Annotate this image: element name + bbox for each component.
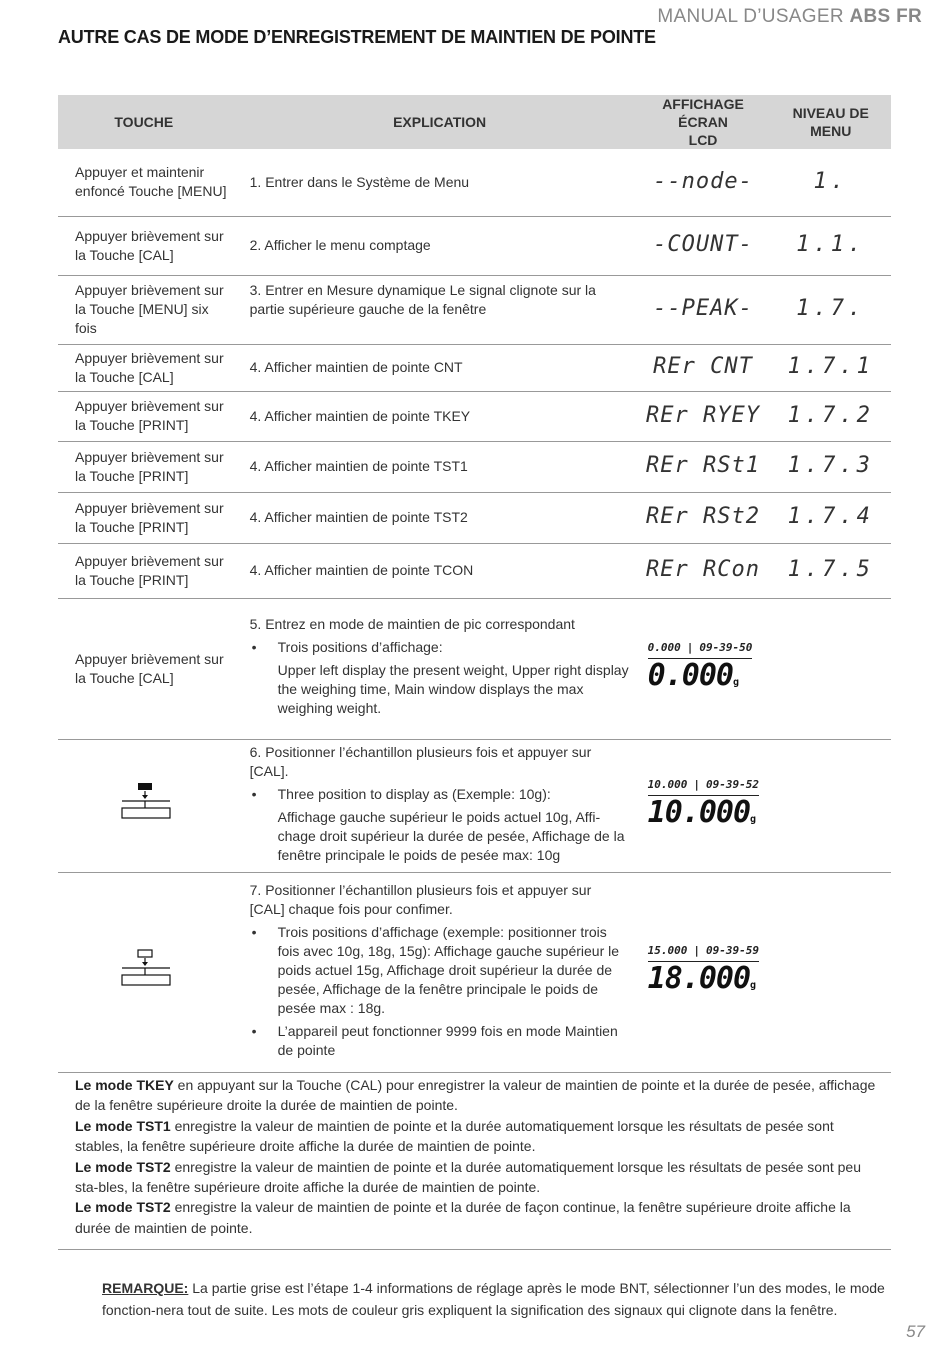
procedure-table bbox=[58, 95, 891, 1073]
table-row bbox=[58, 598, 891, 739]
row-key bbox=[58, 872, 234, 1072]
note-item bbox=[75, 1197, 885, 1238]
table-row bbox=[58, 391, 891, 441]
row-key: Appuyer brièvement sur la Touche [PRINT] bbox=[58, 391, 234, 441]
running-header bbox=[657, 6, 922, 28]
row-lcd bbox=[636, 441, 771, 492]
row-lcd bbox=[636, 872, 891, 1072]
row-lcd bbox=[636, 275, 771, 344]
display-main-value: 18.000 bbox=[647, 961, 751, 996]
row-explanation: 1. Entrer dans le Système de Menu bbox=[234, 149, 636, 216]
lcd-text: -COUNT- bbox=[653, 232, 753, 257]
row-explanation: 4. Afficher maintien de pointe TCON bbox=[234, 543, 636, 598]
col-lcd-header-line2: LCD bbox=[688, 132, 718, 148]
note-text: enregistre la valeur de maintien de pointe et la durée automatiquement lorsque les résultats de pesée sont stables, la fenêtre supérieure droite affiche la durée de maintien de pointe. bbox=[75, 1117, 834, 1155]
step-intro: 6. Positionner l’échantillon plusieurs fois et appuyer sur [CAL]. bbox=[249, 743, 592, 779]
lcd-text-gray: RSt1 bbox=[703, 453, 761, 478]
display-top-line: 15.000 | 09-39-59 bbox=[648, 941, 759, 962]
display-unit: g bbox=[750, 980, 756, 991]
row-explanation: 4. Afficher maintien de pointe TKEY bbox=[234, 391, 636, 441]
display-upper-right: 09-39-50 bbox=[699, 640, 753, 654]
row-key: Appuyer brièvement sur la Touche [PRINT] bbox=[58, 492, 234, 543]
bullet-list bbox=[250, 785, 630, 865]
remark-label: REMARQUE: bbox=[102, 1280, 189, 1296]
list-item bbox=[250, 785, 630, 865]
bullet-subtext: Affichage gauche supérieur le poids actuel 10g, Affi-chage droit supérieur la durée de pesée, Affichage de la fenêtre principale le poids de pesée max: 10g bbox=[277, 808, 625, 863]
menu-level: 1.7.2 bbox=[787, 402, 874, 428]
display-main-value: 0.000 bbox=[647, 657, 733, 693]
row-level bbox=[770, 216, 891, 275]
col-level-header-line2: MENU bbox=[810, 123, 852, 139]
lcd-text-gray: RYEY bbox=[703, 402, 761, 428]
bullet-text: Trois positions d’affichage: bbox=[277, 639, 443, 655]
bullet-text: Three position to display as (Exemple: 10g): bbox=[277, 785, 551, 802]
lcd-text: REr bbox=[653, 354, 711, 379]
menu-level: 1.7.5 bbox=[787, 557, 874, 582]
display-main-value: 10.000 bbox=[647, 794, 751, 830]
note-text: enregistre la valeur de maintien de pointe et la durée automatiquement lorsque les résultats de pesée sont peu sta-bles, la fenêtre supérieure droite affiche la durée de maintien de pointe. bbox=[75, 1158, 862, 1196]
bullet-subtext: Upper left display the present weight, Upper right display the weighing time, Main window displays the max weighing weight. bbox=[277, 662, 629, 716]
scale-display bbox=[648, 941, 759, 1003]
table-row bbox=[58, 441, 891, 492]
row-explanation: 3. Entrer en Mesure dynamique Le signal clignote sur la partie supérieure gauche de la fenêtre bbox=[234, 275, 636, 344]
display-main bbox=[648, 659, 753, 700]
divider bbox=[58, 1249, 891, 1250]
table-row bbox=[58, 739, 891, 872]
step-intro: 5. Entrez en mode de maintien de pic correspondant bbox=[249, 616, 575, 632]
table-row bbox=[58, 275, 891, 344]
table-row bbox=[58, 149, 891, 216]
row-explanation: 2. Afficher le menu comptage bbox=[234, 216, 636, 275]
lcd-text: --PEAK- bbox=[653, 296, 753, 321]
row-key bbox=[58, 739, 234, 872]
lcd-text: REr bbox=[646, 504, 704, 529]
note-mode: Le mode TST2 bbox=[75, 1158, 171, 1175]
display-upper-left: 10.000 bbox=[647, 777, 688, 791]
row-lcd bbox=[636, 391, 771, 441]
table-row bbox=[58, 872, 891, 1072]
remark-text: La partie grise est l’étape 1-4 informations de réglage après le mode BNT, sélectionner l’un des modes, le mode fonction-nera tout de suite. Les mots de couleur gris expliquent la signification des signaux qui clignote dans la fenêtre. bbox=[102, 1280, 885, 1318]
row-explanation bbox=[234, 739, 636, 872]
col-lcd-header-line1: AFFICHAGE ÉCRAN bbox=[662, 96, 744, 130]
col-lcd-header bbox=[636, 95, 771, 149]
bullet-list bbox=[250, 638, 630, 718]
row-lcd bbox=[636, 492, 771, 543]
display-upper-left: 15.000 bbox=[647, 944, 688, 957]
display-top-line: 0.000 | 09-39-50 bbox=[648, 638, 753, 659]
lcd-text-gray: CNT bbox=[710, 354, 753, 379]
row-lcd bbox=[636, 543, 771, 598]
row-lcd bbox=[636, 216, 771, 275]
table-row bbox=[58, 492, 891, 543]
row-explanation: 4. Afficher maintien de pointe TST1 bbox=[234, 441, 636, 492]
lcd-text: REr bbox=[646, 557, 704, 582]
row-lcd bbox=[636, 598, 891, 739]
row-level bbox=[770, 492, 891, 543]
display-upper-right: 09-39-52 bbox=[706, 777, 759, 791]
menu-level: 1.1. bbox=[796, 232, 866, 257]
sample-on-pan-icon bbox=[120, 782, 172, 824]
row-key: Appuyer brièvement sur la Touche [PRINT] bbox=[58, 441, 234, 492]
list-item bbox=[250, 638, 630, 718]
row-level bbox=[770, 441, 891, 492]
lcd-text-gray: RCon bbox=[703, 557, 761, 582]
display-top-line: 10.000 | 09-39-52 bbox=[648, 775, 759, 796]
row-explanation bbox=[234, 872, 636, 1072]
note-item bbox=[75, 1075, 885, 1116]
row-level bbox=[770, 391, 891, 441]
scale-display bbox=[648, 638, 753, 700]
note-item bbox=[75, 1116, 885, 1157]
display-unit: g bbox=[732, 676, 738, 688]
brand-label: ABS bbox=[849, 6, 891, 27]
table-row bbox=[58, 216, 891, 275]
row-key: Appuyer et maintenir enfoncé Touche [MENU] bbox=[58, 149, 234, 216]
page-number: 57 bbox=[906, 1322, 925, 1341]
display-unit: g bbox=[750, 813, 756, 825]
table-row bbox=[58, 344, 891, 391]
row-level bbox=[770, 149, 891, 216]
menu-level: 1.7.3 bbox=[787, 453, 874, 478]
lcd-text: REr bbox=[646, 402, 704, 428]
row-lcd bbox=[636, 739, 891, 872]
table-header-row bbox=[58, 95, 891, 149]
bullet-list bbox=[250, 923, 630, 1060]
lcd-text: --node- bbox=[653, 168, 753, 194]
row-explanation: 4. Afficher maintien de pointe TST2 bbox=[234, 492, 636, 543]
row-explanation bbox=[234, 598, 636, 739]
menu-level: 1.7.1 bbox=[787, 354, 874, 379]
note-item bbox=[75, 1157, 885, 1198]
col-key-header: TOUCHE bbox=[58, 95, 234, 149]
page-title: AUTRE CAS DE MODE D’ENREGISTREMENT DE MAINTIEN DE POINTE bbox=[58, 27, 656, 47]
menu-level: 1.7. bbox=[796, 296, 866, 321]
row-level bbox=[770, 543, 891, 598]
mode-notes bbox=[75, 1075, 885, 1238]
note-mode: Le mode TST2 bbox=[75, 1199, 171, 1216]
display-main bbox=[648, 962, 759, 1003]
row-key: Appuyer brièvement sur la Touche [CAL] bbox=[58, 598, 234, 739]
list-item: • L’appareil peut fonctionner 9999 fois en mode Maintien de pointe bbox=[250, 1022, 630, 1060]
sample-on-pan-icon bbox=[120, 949, 172, 991]
scale-display bbox=[648, 775, 759, 837]
lcd-text-gray: RSt2 bbox=[703, 504, 761, 529]
row-key: Appuyer brièvement sur la Touche [PRINT] bbox=[58, 543, 234, 598]
note-mode: Le mode TKEY bbox=[75, 1077, 174, 1093]
row-key: Appuyer brièvement sur la Touche [CAL] bbox=[58, 216, 234, 275]
note-mode: Le mode TST1 bbox=[75, 1117, 171, 1134]
row-key: Appuyer brièvement sur la Touche [MENU] six fois bbox=[58, 275, 234, 344]
manual-label: MANUAL D’USAGER bbox=[657, 6, 844, 27]
note-text: enregistre la valeur de maintien de pointe et la durée de façon continue, la fenêtre supérieure droite affiche la durée de maintien de pointe. bbox=[75, 1199, 851, 1236]
col-level-header-line1: NIVEAU DE bbox=[792, 105, 869, 121]
display-main bbox=[648, 796, 759, 837]
row-explanation: 4. Afficher maintien de pointe CNT bbox=[234, 344, 636, 391]
lcd-text: REr bbox=[646, 453, 704, 478]
col-level-header bbox=[770, 95, 891, 149]
row-level bbox=[770, 275, 891, 344]
lang-label: FR bbox=[896, 6, 922, 27]
menu-level: 1. bbox=[813, 168, 848, 194]
table-row bbox=[58, 543, 891, 598]
step-intro: 7. Positionner l’échantillon plusieurs fois et appuyer sur [CAL] chaque fois pour confimer. bbox=[249, 881, 592, 917]
list-item: • Trois positions d’affichage (exemple: positionner trois fois avec 10g, 18g, 15g): Affichage gauche supérieur le poids actuel 15g, Affichage droit supérieur la durée de pesée, Affichage de la fenêtre principale le poids de pesée max : 18g. bbox=[250, 923, 630, 1018]
display-upper-left: 0.000 bbox=[647, 640, 681, 654]
note-text: en appuyant sur la Touche (CAL) pour enregistrer la valeur de maintien de pointe et la durée de pesée, affichage de la fenêtre supérieure droite la durée de maintien de pointe. bbox=[75, 1077, 876, 1114]
menu-level: 1.7.4 bbox=[787, 504, 874, 529]
col-explanation-header: EXPLICATION bbox=[234, 95, 636, 149]
row-key: Appuyer brièvement sur la Touche [CAL] bbox=[58, 344, 234, 391]
row-level bbox=[770, 344, 891, 391]
row-lcd bbox=[636, 344, 771, 391]
row-lcd bbox=[636, 149, 771, 216]
display-upper-right: 09-39-59 bbox=[706, 944, 759, 957]
remark bbox=[102, 1277, 920, 1321]
